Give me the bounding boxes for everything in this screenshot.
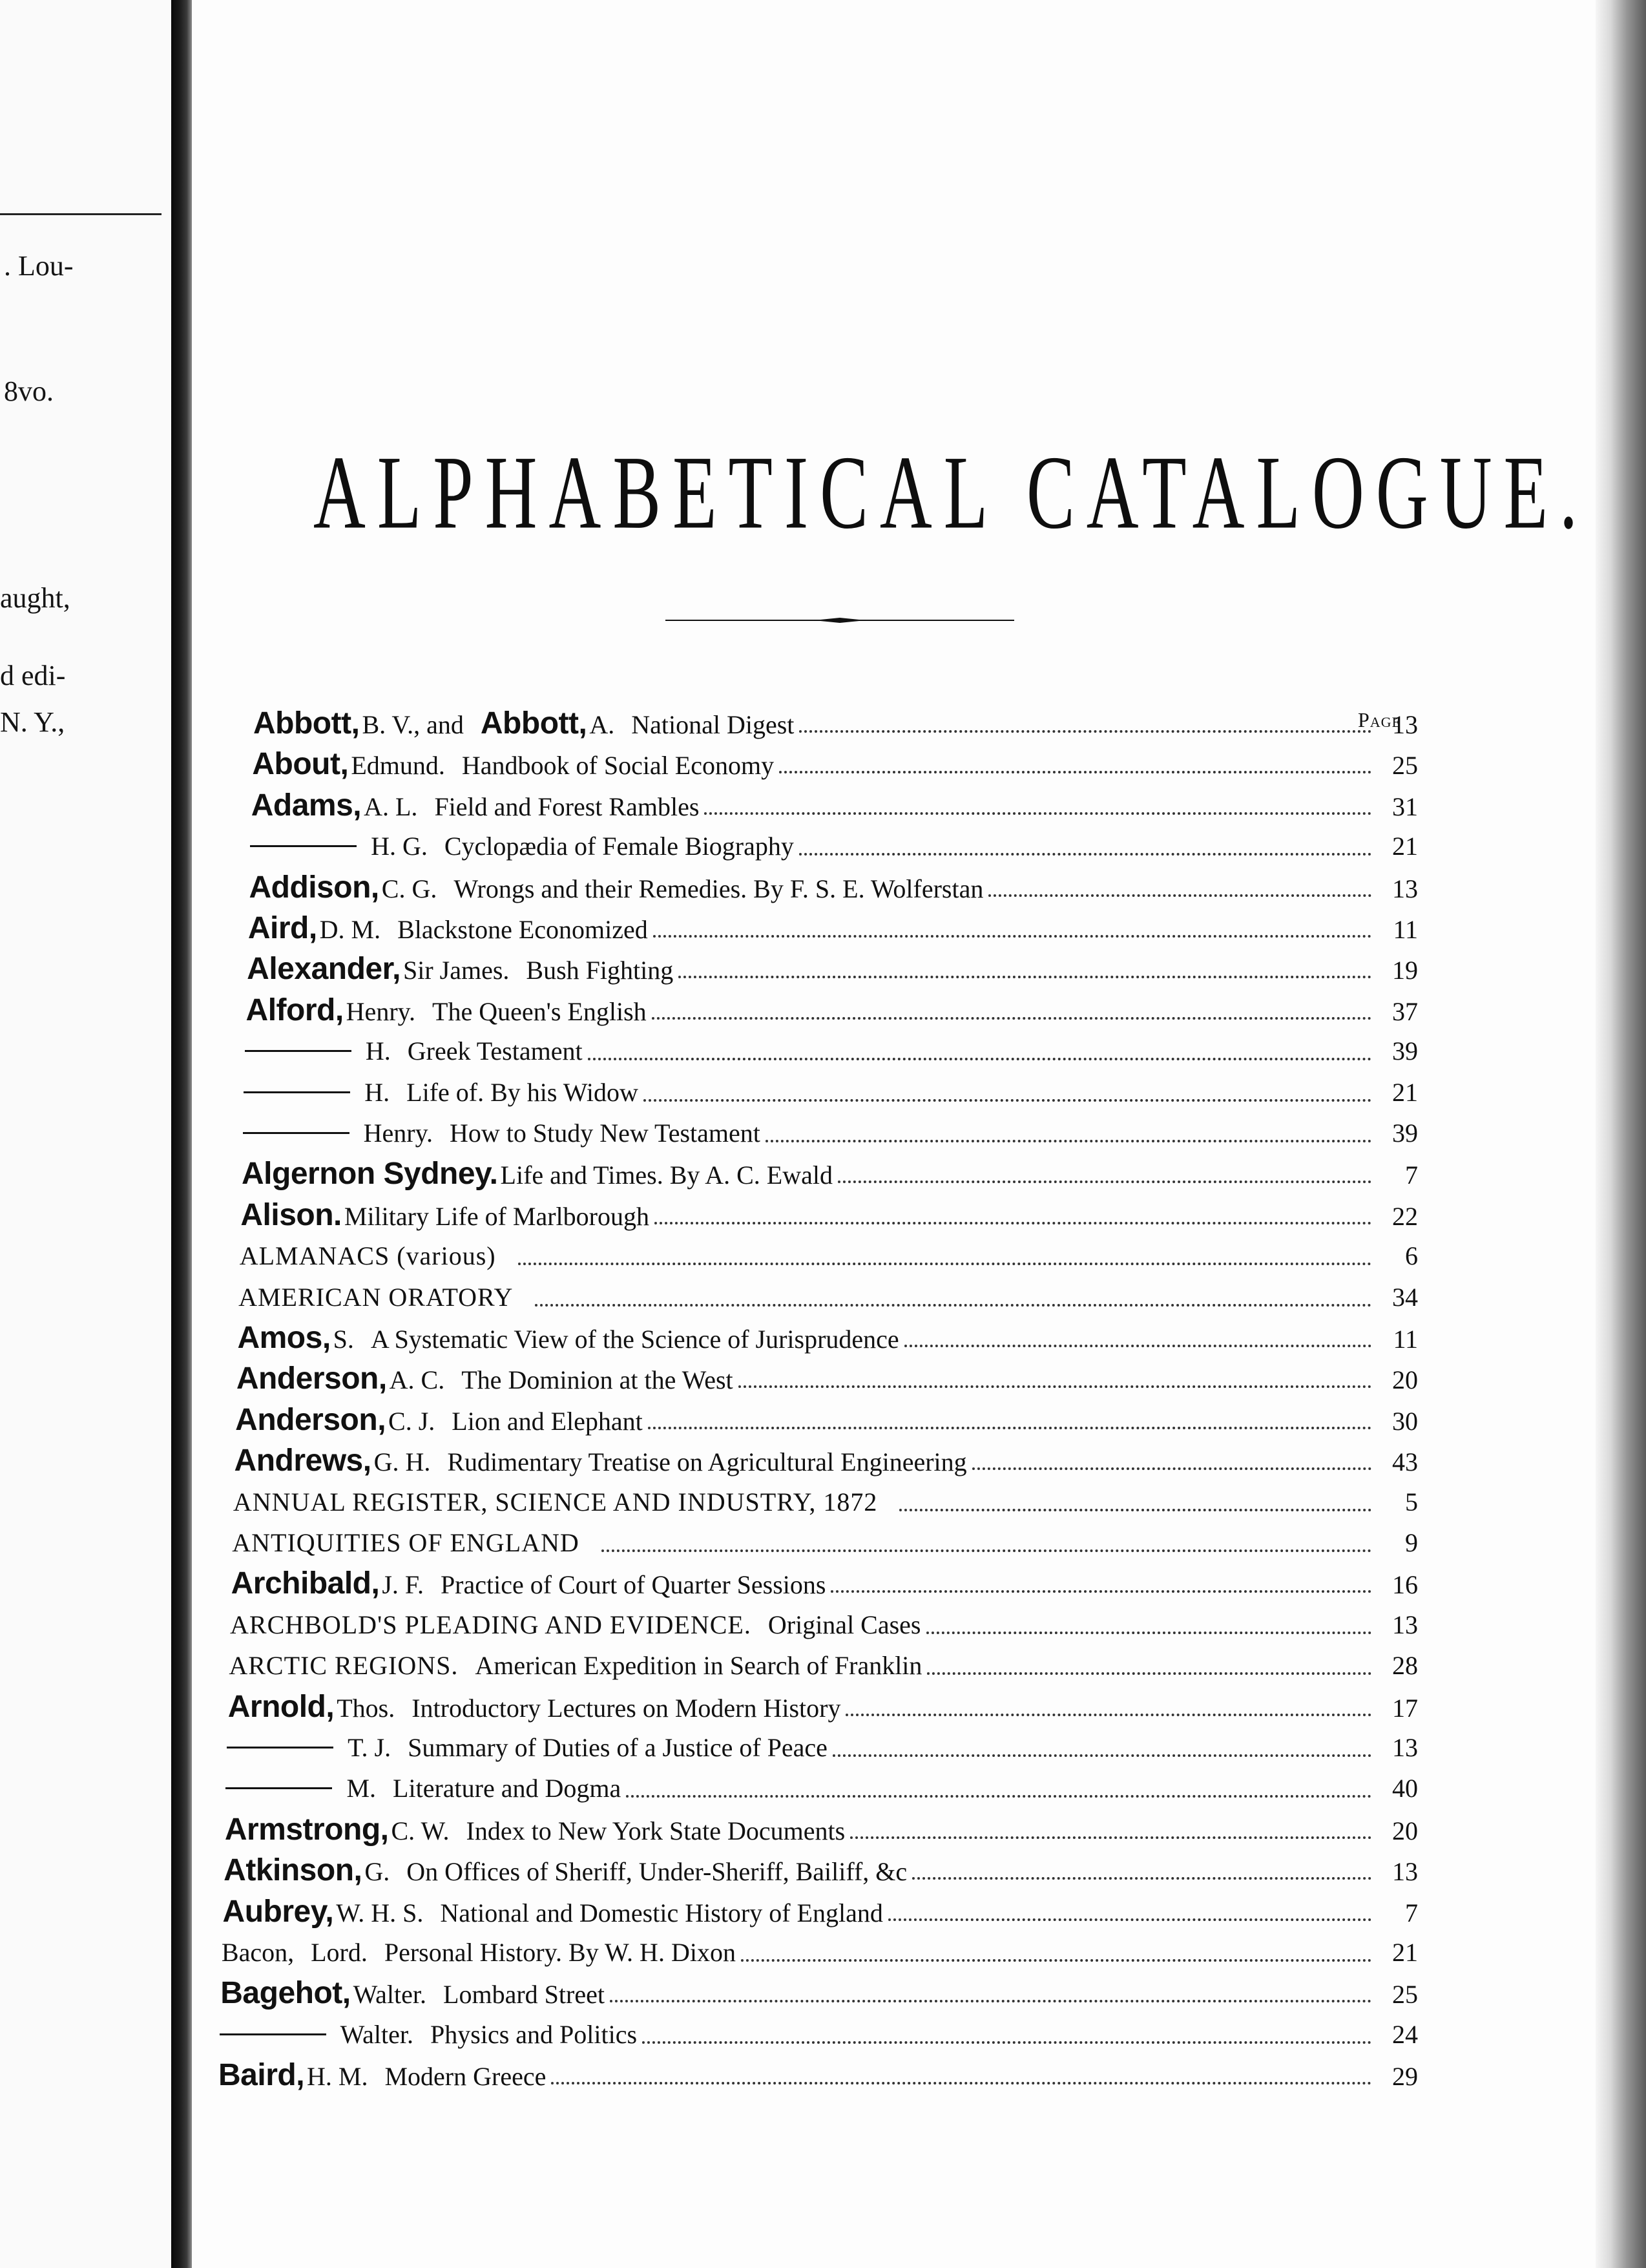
dot-leader xyxy=(648,1426,1371,1429)
entry-page-number: 20 xyxy=(1391,1816,1418,1845)
entry-author-given: M. xyxy=(346,1774,377,1803)
entry-heading: AMERICAN ORATORY xyxy=(238,1282,514,1312)
entry-author: Archibald, xyxy=(231,1566,380,1601)
entry-author: Andrews, xyxy=(234,1444,371,1478)
entry-page-number: 13 xyxy=(1392,710,1418,739)
dot-leader xyxy=(535,1303,1371,1307)
entry-title: The Dominion at the West xyxy=(461,1365,733,1395)
entry-title: Summary of Duties of a Justice of Peace xyxy=(408,1733,828,1762)
catalogue-entry xyxy=(236,1360,1418,1398)
catalogue-entry xyxy=(253,704,1418,743)
entry-page-number: 37 xyxy=(1391,996,1418,1026)
dot-leader xyxy=(926,1631,1372,1634)
entry-page-number: 30 xyxy=(1391,1406,1418,1436)
dot-leader xyxy=(927,1672,1371,1675)
catalogue-entry xyxy=(224,1851,1418,1890)
dot-leader xyxy=(833,1754,1371,1757)
entry-author-given: B. V., and xyxy=(362,710,464,739)
entry-author-given: J. F. xyxy=(382,1570,424,1600)
entry-page-number: 11 xyxy=(1393,915,1418,944)
entry-author: Baird, xyxy=(218,2058,305,2093)
entry-author: Arnold, xyxy=(227,1689,335,1724)
entry-author-given: D. M. xyxy=(319,915,381,944)
entry-page-number: 29 xyxy=(1392,2062,1418,2092)
catalogue-entry xyxy=(218,2056,1418,2095)
dot-leader xyxy=(654,1221,1371,1224)
entry-author-given: G. H. xyxy=(373,1447,431,1477)
catalogue-entry xyxy=(227,1728,1418,1767)
entry-page-number: 25 xyxy=(1391,1980,1418,2010)
catalogue-entry xyxy=(237,1319,1418,1358)
entry-page-number: 17 xyxy=(1391,1693,1418,1723)
entry-author-given: H. G. xyxy=(371,832,428,861)
catalogue-entry xyxy=(240,1196,1418,1235)
dot-leader xyxy=(846,1713,1371,1716)
catalogue-entry xyxy=(220,1974,1418,2013)
entry-title: Field and Forest Rambles xyxy=(434,792,700,821)
ditto-dash xyxy=(225,1787,332,1789)
entry-author-given: H. xyxy=(365,1036,391,1066)
dot-leader xyxy=(838,1180,1371,1183)
entry-author: Addison, xyxy=(249,870,379,905)
entry-page-number: 28 xyxy=(1391,1651,1418,1681)
dot-leader xyxy=(738,1385,1371,1388)
entry-author: Atkinson, xyxy=(224,1853,362,1888)
left-page-fragment: . Lou- xyxy=(4,250,74,282)
dot-leader xyxy=(899,1508,1371,1511)
dot-leader xyxy=(704,812,1371,815)
entry-author: Adams, xyxy=(251,788,362,823)
entry-author: Abbott, xyxy=(480,706,587,740)
entry-page-number: 22 xyxy=(1391,1201,1418,1231)
entry-page-number: 39 xyxy=(1391,1036,1418,1066)
ditto-dash xyxy=(244,1091,350,1093)
left-page-fragment: N. Y., xyxy=(0,706,65,738)
dot-leader xyxy=(904,1344,1371,1347)
dot-leader xyxy=(678,975,1371,978)
entry-author-given: Walter. xyxy=(340,2019,414,2049)
catalogue-entry xyxy=(232,1524,1418,1562)
entry-author: Aubrey, xyxy=(222,1894,334,1929)
catalogue-entry xyxy=(252,745,1418,784)
entry-page-number: 24 xyxy=(1391,2019,1418,2049)
catalogue-entry xyxy=(235,1401,1418,1440)
dot-leader xyxy=(779,770,1371,773)
catalogue-entry xyxy=(225,1769,1418,1808)
catalogue-entry xyxy=(238,1278,1418,1317)
entry-title: Life and Times. By A. C. Ewald xyxy=(500,1160,833,1190)
catalogue-entry xyxy=(245,1032,1418,1071)
catalogue-entry xyxy=(228,1688,1418,1727)
dot-leader xyxy=(888,1918,1371,1921)
entry-title: Bush Fighting xyxy=(526,956,674,985)
entry-title: American Expedition in Search of Franklin xyxy=(475,1651,922,1681)
entry-title: How to Study New Testament xyxy=(450,1118,760,1148)
catalogue-entry xyxy=(242,1155,1418,1193)
catalogue-entry xyxy=(225,1811,1418,1849)
entry-author-given: Thos. xyxy=(337,1693,395,1723)
entry-title: Modern Greece xyxy=(384,2062,547,2092)
catalogue-entry xyxy=(223,1893,1418,1931)
entry-page-number: 13 xyxy=(1391,1733,1418,1762)
entry-page-number: 20 xyxy=(1391,1365,1418,1395)
entry-heading: ALMANACS (various) xyxy=(239,1241,496,1271)
entry-heading: ANNUAL REGISTER, SCIENCE AND INDUSTRY, 1872 xyxy=(233,1487,878,1517)
entry-author-given: Henry. xyxy=(363,1118,433,1148)
dot-leader xyxy=(518,1262,1371,1265)
catalogue-entry xyxy=(249,868,1418,907)
entry-page-number: 13 xyxy=(1392,1610,1418,1639)
entry-title: National and Domestic History of England xyxy=(440,1898,883,1927)
entry-page-number: 21 xyxy=(1391,832,1418,861)
entry-title: Wrongs and their Remedies. By F. S. E. Wolferstan xyxy=(453,874,984,903)
entry-author: Aird, xyxy=(247,911,317,945)
entry-page-number: 6 xyxy=(1404,1241,1418,1271)
entry-author-given: G. xyxy=(364,1857,390,1887)
entry-page-number: 19 xyxy=(1391,956,1418,985)
dot-leader xyxy=(741,1958,1371,1962)
catalogue-entry xyxy=(220,2015,1418,2054)
entry-author: Alison. xyxy=(240,1197,342,1232)
page-title: ALPHABETICAL CATALOGUE. xyxy=(313,434,1589,551)
entry-page-number: 21 xyxy=(1391,1938,1418,1967)
entry-title: Introductory Lectures on Modern History xyxy=(412,1693,841,1723)
entry-page-number: 31 xyxy=(1391,792,1418,821)
entry-title: Practice of Court of Quarter Sessions xyxy=(440,1570,826,1600)
entry-title: Literature and Dogma xyxy=(393,1774,621,1803)
entry-page-number: 7 xyxy=(1404,1898,1418,1927)
entry-page-number: 16 xyxy=(1391,1570,1418,1600)
entry-author-given: C. J. xyxy=(388,1406,435,1436)
ditto-dash xyxy=(243,1132,349,1134)
entry-author-given: A. C. xyxy=(389,1365,445,1395)
ditto-dash xyxy=(227,1747,333,1748)
entry-page-number: 11 xyxy=(1393,1325,1418,1354)
dot-leader xyxy=(799,730,1371,733)
entry-author-given: H. xyxy=(364,1077,390,1107)
entry-page-number: 25 xyxy=(1391,751,1418,781)
entry-author: Amos, xyxy=(237,1321,331,1355)
entry-author-given: Henry. xyxy=(346,996,416,1026)
ditto-dash xyxy=(250,845,357,847)
entry-author: About, xyxy=(252,747,349,782)
entry-title: Original Cases xyxy=(767,1610,921,1639)
entry-page-number: 13 xyxy=(1391,874,1418,903)
dot-leader xyxy=(588,1057,1371,1060)
entry-title: Rudimentary Treatise on Agricultural Engineering xyxy=(447,1447,967,1477)
entry-title: Cyclopædia of Female Biography xyxy=(444,832,794,861)
dot-leader xyxy=(799,852,1371,856)
catalogue-entry xyxy=(229,1646,1418,1685)
entry-title: Lombard Street xyxy=(443,1980,605,2010)
entry-author-given: Sir James. xyxy=(402,956,510,985)
entry-title: On Offices of Sheriff, Under-Sheriff, Bailiff, &c xyxy=(406,1857,908,1887)
entry-page-number: 43 xyxy=(1391,1447,1418,1477)
entry-page-number: 9 xyxy=(1404,1528,1418,1557)
catalogue-entry xyxy=(234,1442,1418,1480)
entry-author: Armstrong, xyxy=(224,1812,389,1847)
entry-page-number: 21 xyxy=(1391,1077,1418,1107)
ditto-dash xyxy=(245,1050,351,1052)
entry-author: Alford, xyxy=(245,992,344,1027)
catalogue-entry xyxy=(246,991,1418,1030)
left-page-fragment: aught, xyxy=(0,582,70,614)
entry-author-given: S. xyxy=(333,1325,354,1354)
entry-title: Handbook of Social Economy xyxy=(461,751,775,781)
entry-page-number: 7 xyxy=(1405,1160,1418,1190)
dot-leader xyxy=(912,1876,1371,1880)
entry-author-given: H. M. xyxy=(307,2062,368,2092)
catalogue-entry xyxy=(230,1606,1418,1644)
dot-leader xyxy=(601,1549,1371,1552)
entry-page-number: 40 xyxy=(1391,1774,1418,1803)
page-column-header: Page xyxy=(1358,708,1402,731)
entry-title: Military Life of Marlborough xyxy=(344,1201,649,1231)
left-page-fragment: d edi- xyxy=(0,660,66,691)
entry-heading: ARCTIC REGIONS. xyxy=(229,1651,459,1681)
entry-title: Index to New York State Documents xyxy=(466,1816,846,1845)
entry-author: Bacon, xyxy=(221,1938,295,1967)
catalogue-entry xyxy=(233,1483,1418,1522)
catalogue-entry xyxy=(243,1114,1418,1153)
entry-author-given: A. L. xyxy=(364,792,418,821)
entry-title: Physics and Politics xyxy=(430,2019,638,2049)
entry-page-number: 39 xyxy=(1391,1118,1418,1148)
catalogue-entry xyxy=(244,1073,1418,1112)
dot-leader xyxy=(551,2081,1371,2084)
entry-heading: ANTIQUITIES OF ENGLAND xyxy=(232,1528,579,1557)
entry-author-given: C. W. xyxy=(391,1816,450,1845)
entry-author-given: A. xyxy=(589,710,615,739)
dot-leader xyxy=(653,934,1371,938)
entry-title: Life of. By his Widow xyxy=(406,1077,638,1107)
dot-leader xyxy=(988,894,1371,897)
catalogue-entry xyxy=(250,827,1418,866)
catalogue-entry xyxy=(231,1564,1418,1603)
ditto-dash xyxy=(220,2033,326,2035)
entry-author: Bagehot, xyxy=(220,1976,351,2011)
catalogue-entry xyxy=(222,1933,1418,1972)
dot-leader xyxy=(652,1016,1371,1020)
dot-leader xyxy=(643,1098,1371,1102)
dot-leader xyxy=(850,1836,1371,1839)
dot-leader xyxy=(610,1999,1371,2002)
left-page-fragment: 8vo. xyxy=(4,375,54,407)
entry-title: National Digest xyxy=(631,710,795,739)
entry-author: Anderson, xyxy=(236,1361,387,1396)
entry-author-given: Walter. xyxy=(353,1980,427,2010)
entry-page-number: 13 xyxy=(1391,1857,1418,1887)
entry-title: Greek Testament xyxy=(407,1036,583,1066)
entry-title: Personal History. By W. H. Dixon xyxy=(384,1938,736,1967)
entry-author: Algernon Sydney. xyxy=(242,1157,498,1192)
catalogue-entry xyxy=(240,1237,1418,1276)
catalogue-entry xyxy=(247,950,1418,989)
entry-title: Lion and Elephant xyxy=(452,1406,643,1436)
entry-author-given: Lord. xyxy=(311,1938,368,1967)
entry-page-number: 34 xyxy=(1391,1282,1418,1312)
entry-title: A Systematic View of the Science of Jurisprudence xyxy=(370,1325,899,1354)
entry-author: Abbott, xyxy=(253,706,360,740)
entry-author-given: T. J. xyxy=(348,1733,391,1762)
catalogue-entry xyxy=(251,786,1418,825)
entry-author-given: C. G. xyxy=(381,874,437,903)
entry-author: Anderson, xyxy=(235,1402,386,1437)
dot-leader xyxy=(642,2041,1371,2044)
catalogue-entry xyxy=(248,909,1418,948)
entry-author-given: Edmund. xyxy=(351,751,445,781)
entry-author-given: W. H. S. xyxy=(336,1898,424,1927)
entry-title: Blackstone Economized xyxy=(397,915,648,944)
dot-leader xyxy=(626,1794,1371,1798)
dot-leader xyxy=(766,1139,1371,1142)
entry-author: Alexander, xyxy=(247,952,401,987)
entry-page-number: 5 xyxy=(1404,1487,1418,1517)
entry-heading: ARCHBOLD'S PLEADING AND EVIDENCE. xyxy=(230,1610,751,1639)
dot-leader xyxy=(972,1467,1371,1470)
dot-leader xyxy=(831,1590,1371,1593)
entry-title: The Queen's English xyxy=(432,996,647,1026)
